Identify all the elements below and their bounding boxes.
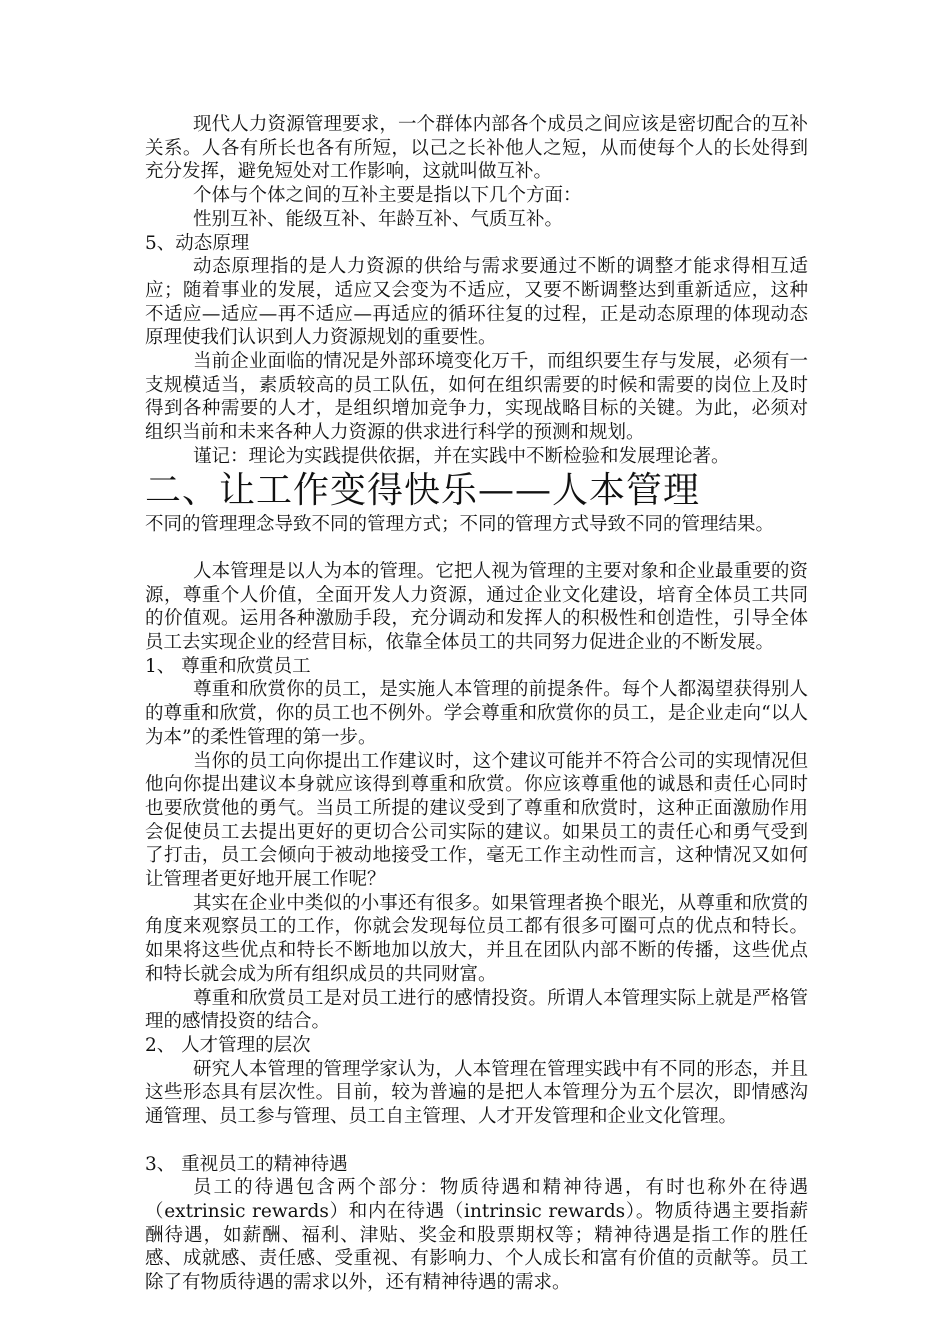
section-heading-dynamic-principle: 5、动态原理 bbox=[145, 232, 250, 254]
paragraph-complementarity-list: 性别互补、能级互补、年龄互补、气质互补。 bbox=[193, 208, 564, 230]
document-page bbox=[145, 113, 808, 1295]
section-heading-talent-levels: 2、 人才管理的层次 bbox=[145, 1035, 311, 1056]
paragraph-complementarity: 现代人力资源管理要求，一个群体内部各个成员之间应该是密切配合的互补关系。人各有所长也各有所短，以己之长补他人之短，从而使每个人的长处得到充分发挥，避免短处对工作影响，这就叫做互补。 bbox=[145, 114, 808, 183]
paragraph-respect-2: 当你的员工向你提出工作建议时，这个建议可能并不符合公司的实现情况但他向你提出建议本身就应该得到尊重和欣赏。你应该尊重他的诚恳和责任心同时也要欣赏他的勇气。当员工所提的建议受到了尊重和欣赏时，这种正面激励作用会促使员工去提出更好的更切合公司实际的建议。如果员工的责任心和勇气受到了打击，员工会倾向于被动地接受工作，毫无工作主动性而言，这种情况又如何让管理者更好地开展工作呢？ bbox=[145, 750, 808, 891]
chapter-heading: 二、让工作变得快乐——人本管理 bbox=[145, 469, 701, 511]
paragraph-respect-3: 其实在企业中类似的小事还有很多。如果管理者换个眼光，从尊重和欣赏的角度来观察员工的工作，你就会发现每位员工都有很多可圈可点的优点和特长。如果将这些优点和特长不断地加以放大，并且在团队内部不断的传播，这些优点和特长就会成为所有组织成员的共同财富。 bbox=[145, 892, 808, 985]
paragraph-enterprise-situation: 当前企业面临的情况是外部环境变化万千，而组织要生存与发展，必须有一支规模适当，素质较高的员工队伍，如何在组织需要的时候和需要的岗位上及时得到各种需要的人才，是组织增加竞争力，实现战略目标的关键。为此，必须对组织当前和未来各种人力资源的供求进行科学的预测和规划。 bbox=[145, 351, 808, 444]
paragraph-complementarity-aspects: 个体与个体之间的互补主要是指以下几个方面： bbox=[193, 185, 582, 207]
paragraph-respect-4: 尊重和欣赏员工是对员工进行的感情投资。所谓人本管理实际上就是严格管理的感情投资的结合。 bbox=[145, 987, 808, 1033]
paragraph-talent-levels: 研究人本管理的管理学家认为，人本管理在管理实践中有不同的形态，并且这些形态具有层次性。目前，较为普遍的是把人本管理分为五个层次，即情感沟通管理、员工参与管理、员工自主管理、人才开发管理和企业文化管理。 bbox=[145, 1058, 808, 1128]
paragraph-people-oriented: 人本管理是以人为本的管理。它把人视为管理的主要对象和企业最重要的资源，尊重个人价值，全面开发人力资源，通过企业文化建设，培育全体员工共同的价值观。运用各种激励手段，充分调动和发挥人的积极性和创造性，引导全体员工去实现企业的经营目标，依靠全体员工的共同努力促进企业的不断发展。 bbox=[145, 560, 808, 654]
paragraph-respect-1: 尊重和欣赏你的员工，是实施人本管理的前提条件。每个人都渴望获得别人的尊重和欣赏，你的员工也不例外。学会尊重和欣赏你的员工，是企业走向“以人为本”的柔性管理的第一步。 bbox=[145, 679, 808, 748]
section-heading-respect: 1、 尊重和欣赏员工 bbox=[145, 655, 311, 677]
paragraph-remember: 谨记：理论为实践提供依据，并在实践中不断检验和发展理论著。 bbox=[193, 445, 730, 467]
paragraph-dynamic-principle: 动态原理指的是人力资源的供给与需求要通过不断的调整才能求得相互适应；随着事业的发展，适应又会变为不适应，又要不断调整达到重新适应，这种不适应—适应—再不适应—再适应的循环往复的过程，正是动态原理的体现动态原理使我们认识到人力资源规划的重要性。 bbox=[145, 256, 808, 349]
paragraph-spiritual-rewards: 员工的待遇包含两个部分：物质待遇和精神待遇，有时也称外在待遇（extrinsic rewards）和内在待遇（intrinsic rewards）。物质待遇主要指薪酬待遇，如薪酬、福利、津贴、奖金和股票期权等；精神待遇是指工作的胜任感、成就感、责任感、受重视、有影响力、个人成长和富有价值的贡献等。员工除了有物质待遇的需求以外，还有精神待遇的需求。 bbox=[145, 1177, 808, 1294]
section-heading-spiritual-rewards: 3、 重视员工的精神待遇 bbox=[145, 1153, 348, 1175]
blank-line bbox=[145, 536, 808, 560]
chapter-subtitle: 不同的管理理念导致不同的管理方式；不同的管理方式导致不同的管理结果。 bbox=[145, 513, 775, 535]
blank-line bbox=[145, 1129, 808, 1153]
